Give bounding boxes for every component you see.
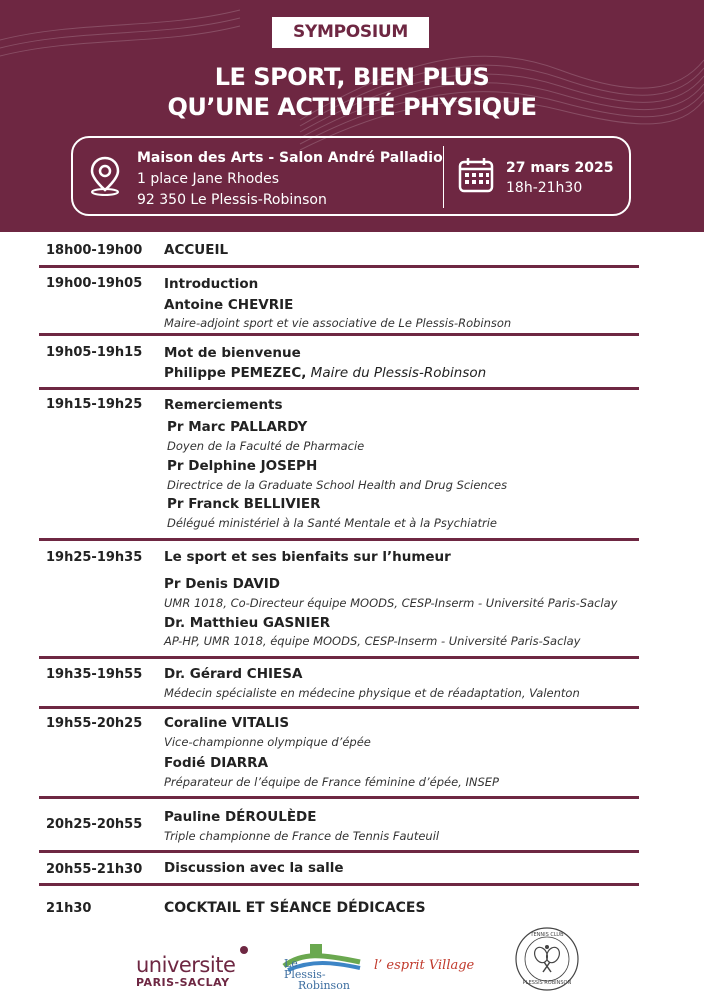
- calendar-icon: [458, 157, 494, 193]
- speaker-role: Maire-adjoint sport et vie associative de Le Plessis-Robinson: [164, 316, 512, 330]
- venue-name: Maison des Arts - Salon André Palladio: [137, 150, 443, 166]
- speaker-name: Antoine CHEVRIE: [164, 297, 294, 313]
- row-divider: [39, 796, 639, 799]
- session-title: Introduction: [164, 276, 259, 292]
- tennis-club-logo: [514, 926, 580, 992]
- event-date-info: [506, 158, 613, 198]
- plessis-line-2: Plessis-: [284, 968, 326, 981]
- speaker-name: Pr Denis DAVID: [164, 576, 281, 592]
- time-slot: 21h30: [46, 901, 92, 916]
- speaker-name: Dr. Gérard CHIESA: [164, 666, 303, 682]
- row-divider: [39, 333, 639, 336]
- time-slot: 19h15-19h25: [46, 397, 143, 412]
- plessis-robinson-logo: [282, 940, 362, 1000]
- speaker-role: Préparateur de l’équipe de France féminine d’épée, INSEP: [164, 775, 499, 789]
- speaker-role: Délégué ministériel à la Santé Mentale et à la Psychiatrie: [167, 516, 498, 530]
- row-divider: [39, 265, 639, 268]
- speaker-name: Coraline VITALIS: [164, 715, 290, 731]
- row-divider: [39, 656, 639, 659]
- speaker-role: Médecin spécialiste en médecine physique et de réadaptation, Valenton: [164, 686, 580, 700]
- event-date: 27 mars 2025: [506, 160, 614, 176]
- venue-divider: [443, 146, 444, 208]
- universite-wordmark: universite: [136, 953, 236, 977]
- speaker-role: Directrice de la Graduate School Health and Drug Sciences: [167, 478, 508, 492]
- symposium-badge: SYMPOSIUM: [272, 17, 429, 48]
- time-slot: 19h35-19h55: [46, 667, 143, 682]
- speaker-name: Dr. Matthieu GASNIER: [164, 615, 331, 631]
- speaker-role: Vice-championne olympique d’épée: [164, 735, 371, 749]
- session-title: COCKTAIL ET SÉANCE DÉDICACES: [164, 900, 426, 916]
- time-slot: 19h00-19h05: [46, 276, 143, 291]
- speaker-role: UMR 1018, Co-Directeur équipe MOODS, CESP-Inserm - Université Paris-Saclay: [164, 596, 618, 610]
- session-title: Le sport et ses bienfaits sur l’humeur: [164, 549, 451, 565]
- venue-info: [137, 148, 443, 211]
- venue-address-line-2: 92 350 Le Plessis-Robinson: [137, 192, 327, 208]
- speaker-role: AP-HP, UMR 1018, équipe MOODS, CESP-Inserm - Université Paris-Saclay: [164, 634, 581, 648]
- speaker-name: Pr Marc PALLARDY: [167, 419, 308, 435]
- plessis-line-3: Robinson: [298, 979, 350, 992]
- session-title: ACCUEIL: [164, 242, 229, 258]
- page-title: [0, 62, 704, 122]
- speaker-name: Pr Delphine JOSEPH: [167, 458, 318, 474]
- session-title: Mot de bienvenue: [164, 345, 301, 361]
- speaker-name: Pr Franck BELLIVIER: [167, 496, 321, 512]
- speaker-name: Fodié DIARRA: [164, 755, 269, 771]
- row-divider: [39, 883, 639, 886]
- plessis-line-1: Le: [284, 957, 298, 970]
- esprit-village-logo: l’ esprit Village: [374, 958, 475, 973]
- speaker-role: Doyen de la Faculté de Pharmacie: [167, 439, 365, 453]
- time-slot: 18h00-19h00: [46, 243, 143, 258]
- paris-saclay-wordmark: PARIS-SACLAY: [136, 976, 230, 989]
- row-divider: [39, 387, 639, 390]
- title-line-1: LE SPORT, BIEN PLUS: [214, 63, 490, 91]
- dot-icon: [239, 945, 249, 955]
- event-hours: 18h-21h30: [506, 180, 583, 196]
- speaker-line: [164, 365, 486, 381]
- speaker-name: Philippe PEMEZEC,: [164, 365, 307, 381]
- speaker-name: Pauline DÉROULÈDE: [164, 809, 317, 825]
- tennis-club-top-text: TENNIS CLUB: [530, 932, 564, 938]
- title-line-2: QU’UNE ACTIVITÉ PHYSIQUE: [167, 93, 537, 121]
- session-title: Remerciements: [164, 397, 283, 413]
- speaker-role: Maire du Plessis-Robinson: [306, 365, 487, 381]
- row-divider: [39, 706, 639, 709]
- row-divider: [39, 850, 639, 853]
- location-pin-icon: [89, 156, 121, 196]
- row-divider: [39, 538, 639, 541]
- universite-paris-saclay-logo: [136, 954, 246, 989]
- time-slot: 19h05-19h15: [46, 345, 143, 360]
- venue-address-line-1: 1 place Jane Rhodes: [137, 171, 280, 187]
- time-slot: 19h25-19h35: [46, 550, 143, 565]
- speaker-role: Triple championne de France de Tennis Fauteuil: [164, 829, 440, 843]
- partner-logos: [0, 930, 704, 1000]
- time-slot: 20h55-21h30: [46, 862, 143, 877]
- tennis-club-bottom-text: PLESSIS ROBINSON: [522, 980, 572, 986]
- time-slot: 20h25-20h55: [46, 817, 143, 832]
- time-slot: 19h55-20h25: [46, 716, 143, 731]
- session-title: Discussion avec la salle: [164, 860, 344, 876]
- plessis-wordmark: [284, 958, 350, 991]
